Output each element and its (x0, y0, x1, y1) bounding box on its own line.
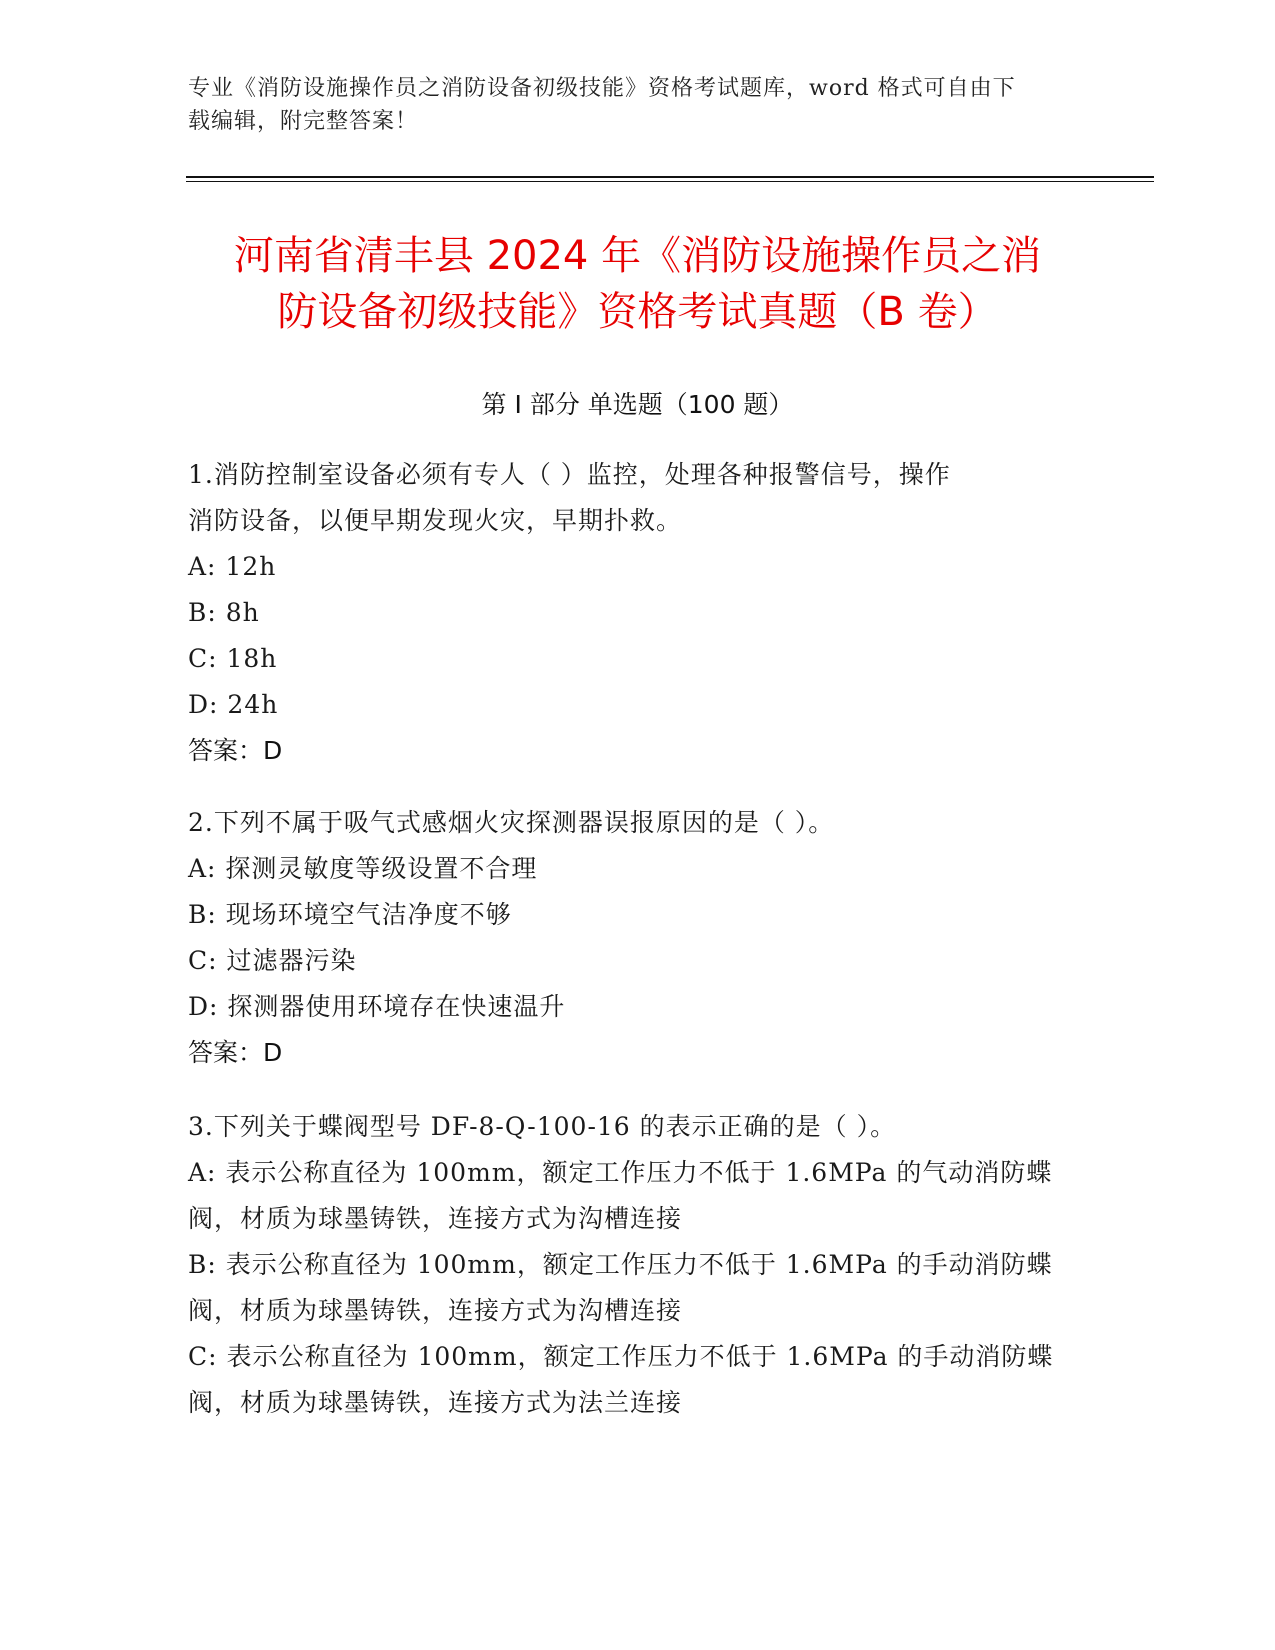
header-rule-thick (186, 176, 1154, 178)
question-1 (188, 452, 1088, 774)
header-rule-thin (186, 181, 1154, 182)
question-3 (188, 1104, 1088, 1426)
section-title: 第 I 部分 单选题（100 题） (481, 390, 794, 419)
document-title-line-1: 河南省清丰县 2024 年《消防设施操作员之消 (233, 233, 1042, 279)
option-b-line-2: 阀，材质为球墨铸铁，连接方式为沟槽连接 (188, 1296, 683, 1325)
option-b: B: 现场环境空气洁净度不够 (188, 900, 512, 929)
question-stem-line-1: 2.下列不属于吸气式感烟火灾探测器误报原因的是（ ）。 (188, 808, 835, 837)
question-stem-line-2: 消防设备，以便早期发现火灾，早期扑救。 (188, 506, 683, 535)
option-d: D: 探测器使用环境存在快速温升 (188, 992, 566, 1021)
document-title (150, 228, 1125, 340)
option-c-line-1: C: 表示公称直径为 100mm，额定工作压力不低于 1.6MPa 的手动消防蝶 (188, 1342, 1054, 1371)
option-c: C: 过滤器污染 (188, 946, 357, 975)
header-note (188, 72, 1088, 138)
document-title-line-2: 防设备初级技能》资格考试真题（B 卷） (277, 289, 998, 335)
question-stem-line-1: 3.下列关于蝶阀型号 DF-8-Q-100-16 的表示正确的是（ ）。 (188, 1112, 897, 1141)
option-d: D: 24h (188, 690, 279, 719)
question-stem-line-1: 1.消防控制室设备必须有专人（ ）监控，处理各种报警信号，操作 (188, 460, 951, 489)
header-note-line-2: 载编辑，附完整答案！ (188, 109, 419, 134)
option-c: C: 18h (188, 644, 278, 673)
option-b-line-1: B: 表示公称直径为 100mm，额定工作压力不低于 1.6MPa 的手动消防蝶 (188, 1250, 1053, 1279)
answer: 答案：D (188, 736, 283, 765)
answer: 答案：D (188, 1038, 283, 1067)
option-a-line-1: A: 表示公称直径为 100mm，额定工作压力不低于 1.6MPa 的气动消防蝶 (188, 1158, 1053, 1187)
option-c-line-2: 阀，材质为球墨铸铁，连接方式为法兰连接 (188, 1388, 683, 1417)
question-2 (188, 800, 1088, 1076)
header-note-line-1: 专业《消防设施操作员之消防设备初级技能》资格考试题库，word 格式可自由下 (188, 76, 1016, 101)
option-a: A: 12h (188, 552, 277, 581)
option-b: B: 8h (188, 598, 260, 627)
option-a-line-2: 阀，材质为球墨铸铁，连接方式为沟槽连接 (188, 1204, 683, 1233)
option-a: A: 探测灵敏度等级设置不合理 (188, 854, 538, 883)
